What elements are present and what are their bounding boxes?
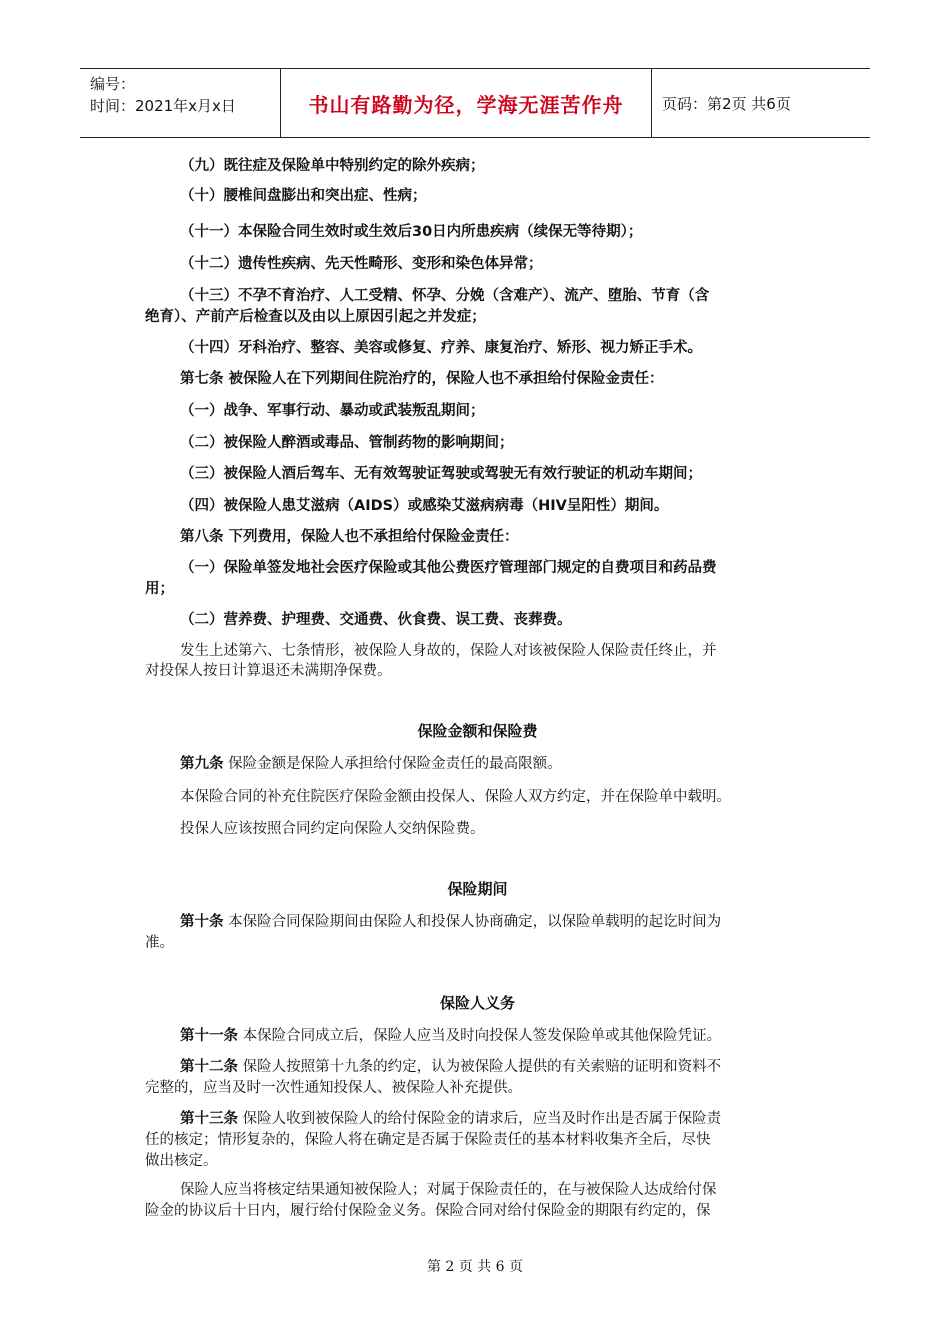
doc-number-label: 编号：: [90, 75, 136, 93]
article-11: [180, 1025, 810, 1047]
article-9: [180, 753, 810, 775]
article-12-line1: [180, 1056, 810, 1078]
header-page-label: 页码：第2页 共6页: [662, 94, 791, 113]
section-heading-period: 保险期间: [447, 880, 508, 898]
article-7-item-3: （三）被保险人酒后驾车、无有效驾驶证驾驶或驾驶无有效行驶证的机动车期间；: [180, 466, 702, 482]
header-motto: 书山有路勤为径，学海无涯苦作舟: [280, 69, 652, 137]
article-12-label: 第十二条: [180, 1059, 238, 1075]
exclusion-item-13-line1: （十三）不孕不育治疗、人工受精、怀孕、分娩（含难产）、流产、堕胎、节育（含: [180, 288, 710, 304]
article-12-line2: 完整的，应当及时一次性通知投保人、被保险人补充提供。: [145, 1080, 522, 1096]
article-8: 第八条 下列费用，保险人也不承担给付保险金责任：: [180, 529, 519, 545]
article-10-label: 第十条: [180, 914, 224, 930]
exclusion-item-9: （九）既往症及保险单中特别约定的除外疾病；: [180, 158, 485, 174]
article-7: 第七条 被保险人在下列期间住院治疗的，保险人也不承担给付保险金责任：: [180, 371, 664, 387]
section-heading-amount: 保险金额和保险费: [417, 722, 538, 740]
notify-para-line2: 险金的协议后十日内，履行给付保险金义务。保险合同对给付保险金的期限有约定的，保: [145, 1203, 711, 1219]
header-meta: [80, 69, 280, 137]
article-8-item-2: （二）营养费、护理费、交通费、伙食费、误工费、丧葬费。: [180, 612, 572, 628]
article-9-para-2: 本保险合同的补充住院医疗保险金额由投保人、保险人双方约定，并在保险单中载明。: [180, 789, 731, 805]
exclusion-item-14: （十四）牙科治疗、整容、美容或修复、疗养、康复治疗、矫形、视力矫正手术。: [180, 340, 702, 356]
article-13-line3: 做出核定。: [145, 1153, 218, 1169]
article-11-text: 本保险合同成立后，保险人应当及时向投保人签发保险单或其他保险凭证。: [238, 1028, 722, 1044]
article-13-line1: [180, 1108, 810, 1130]
article-7-item-1: （一）战争、军事行动、暴动或武装叛乱期间；: [180, 403, 485, 419]
article-8-item-1-line1: （一）保险单签发地社会医疗保险或其他公费医疗管理部门规定的自费项目和药品费: [180, 560, 717, 576]
termination-para-line2: 对投保人按日计算退还未满期净保费。: [145, 663, 392, 679]
article-7-item-2: （二）被保险人醉酒或毒品、管制药物的影响期间；: [180, 435, 514, 451]
page-header: [80, 68, 870, 138]
article-11-label: 第十一条: [180, 1028, 238, 1044]
article-9-label: 第九条: [180, 756, 224, 772]
article-10-line2: 准。: [145, 935, 174, 951]
exclusion-item-12: （十二）遗传性疾病、先天性畸形、变形和染色体异常；: [180, 256, 543, 272]
article-10-text: 本保险合同保险期间由保险人和投保人协商确定，以保险单载明的起讫时间为: [223, 914, 722, 930]
article-9-para-3: 投保人应该按照合同约定向保险人交纳保险费。: [180, 821, 485, 837]
article-7-item-4: （四）被保险人患艾滋病（AIDS）或感染艾滋病病毒（HIV呈阳性）期间。: [180, 498, 669, 514]
notify-para-line1: 保险人应当将核定结果通知被保险人；对属于保险责任的，在与被保险人达成给付保: [180, 1182, 717, 1198]
exclusion-item-11: （十一）本保险合同生效时或生效后30日内所患疾病（续保无等待期）；: [180, 224, 643, 240]
article-13-text: 保险人收到被保险人的给付保险金的请求后，应当及时作出是否属于保险责: [238, 1111, 722, 1127]
termination-para-line1: 发生上述第六、七条情形，被保险人身故的，保险人对该被保险人保险责任终止，并: [180, 643, 717, 659]
article-8-item-1-line2: 用；: [145, 581, 174, 597]
section-heading-duty: 保险人义务: [439, 994, 515, 1012]
article-9-text: 保险金额是保险人承担给付保险金责任的最高限额。: [223, 756, 562, 772]
page-footer: 第 2 页 共 6 页: [426, 1259, 524, 1275]
article-13-line2: 任的核定；情形复杂的，保险人将在确定是否属于保险责任的基本材料收集齐全后，尽快: [145, 1132, 711, 1148]
exclusion-item-13-line2: 绝育）、产前产后检查以及由以上原因引起之并发症；: [145, 309, 486, 325]
article-10-line1: [180, 911, 810, 933]
exclusion-item-10: （十）腰椎间盘膨出和突出症、性病；: [180, 188, 427, 204]
article-12-text: 保险人按照第十九条的约定，认为被保险人提供的有关索赔的证明和资料不: [238, 1059, 722, 1075]
article-13-label: 第十三条: [180, 1111, 238, 1127]
doc-time-label: 时间：2021年x月x日: [90, 97, 236, 115]
